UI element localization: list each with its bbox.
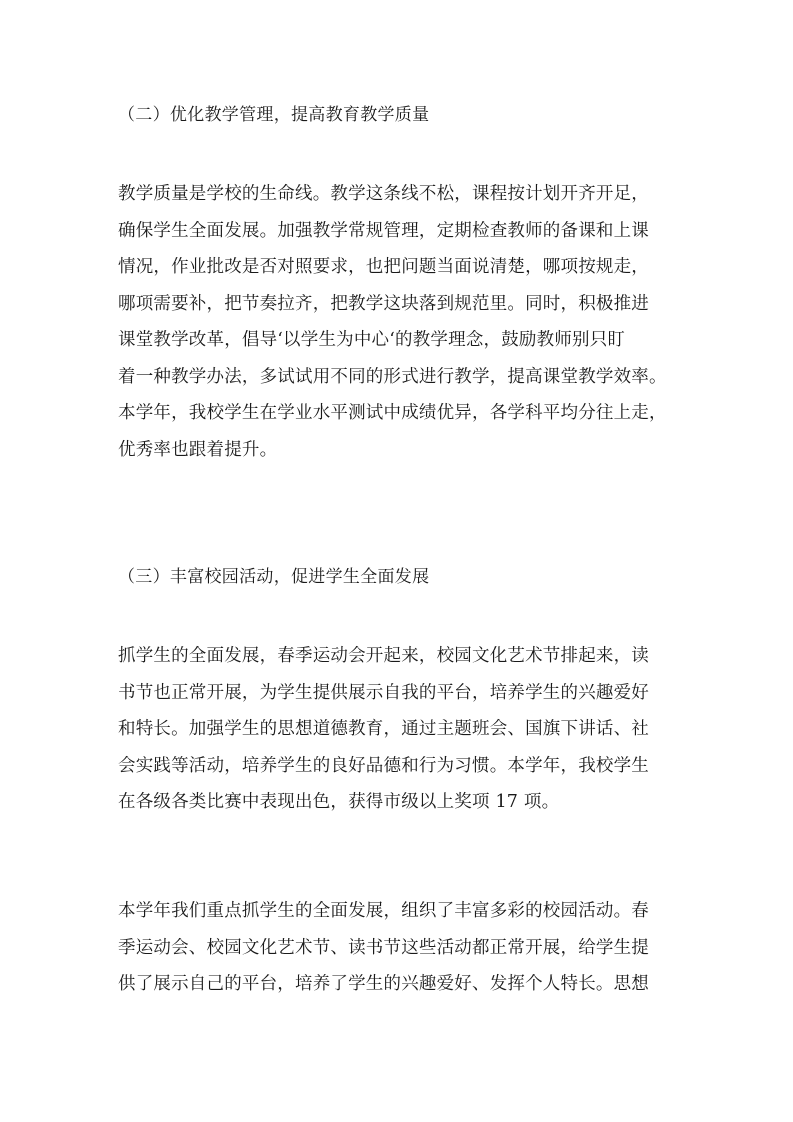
paragraph-line: 本学年我们重点抓学生的全面发展，组织了丰富多彩的校园活动。春 [118, 901, 649, 921]
paragraph-line: 哪项需要补，把节奏拉齐，把教学这块落到规范里。同时，积极推进 [118, 293, 649, 314]
section-heading-2: （二）优化教学管理，提高教育教学质量 [118, 105, 430, 125]
paragraph-line: 在各级各类比赛中表现出色，获得市级以上奖项 17 项。 [118, 792, 560, 812]
paragraph-line: 会实践等活动，培养学生的良好品德和行为习惯。本学年，我校学生 [118, 755, 649, 776]
summary-paragraph [118, 893, 678, 1003]
paragraph-line: 确保学生全面发展。加强教学常规管理，定期检查教师的备课和上课 [118, 220, 649, 241]
paragraph-line: 教学质量是学校的生命线。教学这条线不松，课程按计划开齐开足， [118, 184, 649, 204]
paragraph-line: 优秀率也跟着提升。 [118, 439, 278, 460]
section-2-paragraph [118, 176, 678, 468]
paragraph-line: 供了展示自己的平台，培养了学生的兴趣爱好、发挥个人特长。思想 [118, 974, 649, 994]
paragraph-line: 抓学生的全面发展，春季运动会开起来，校园文化艺术节排起来，读 [118, 646, 649, 666]
paragraph-line: 着一种教学办法，多试试用不同的形式进行教学，提高课堂教学效率。 [118, 366, 667, 387]
paragraph-line: 课堂教学改革，倡导‘以学生为中心‘的教学理念，鼓励教师别只盯 [118, 330, 626, 350]
paragraph-line: 书节也正常开展，为学生提供展示自我的平台，培养学生的兴趣爱好 [118, 682, 649, 703]
paragraph-line: 本学年，我校学生在学业水平测试中成绩优异，各学科平均分往上走， [118, 403, 667, 423]
paragraph-line: 情况，作业批改是否对照要求，也把问题当面说清楚，哪项按规走， [118, 257, 649, 277]
section-heading-3: （三）丰富校园活动，促进学生全面发展 [118, 567, 430, 587]
paragraph-line: 季运动会、校园文化艺术节、读书节这些活动都正常开展，给学生提 [118, 937, 649, 958]
paragraph-line: 和特长。加强学生的思想道德教育，通过主题班会、国旗下讲话、社 [118, 719, 649, 739]
section-3-paragraph [118, 638, 678, 821]
